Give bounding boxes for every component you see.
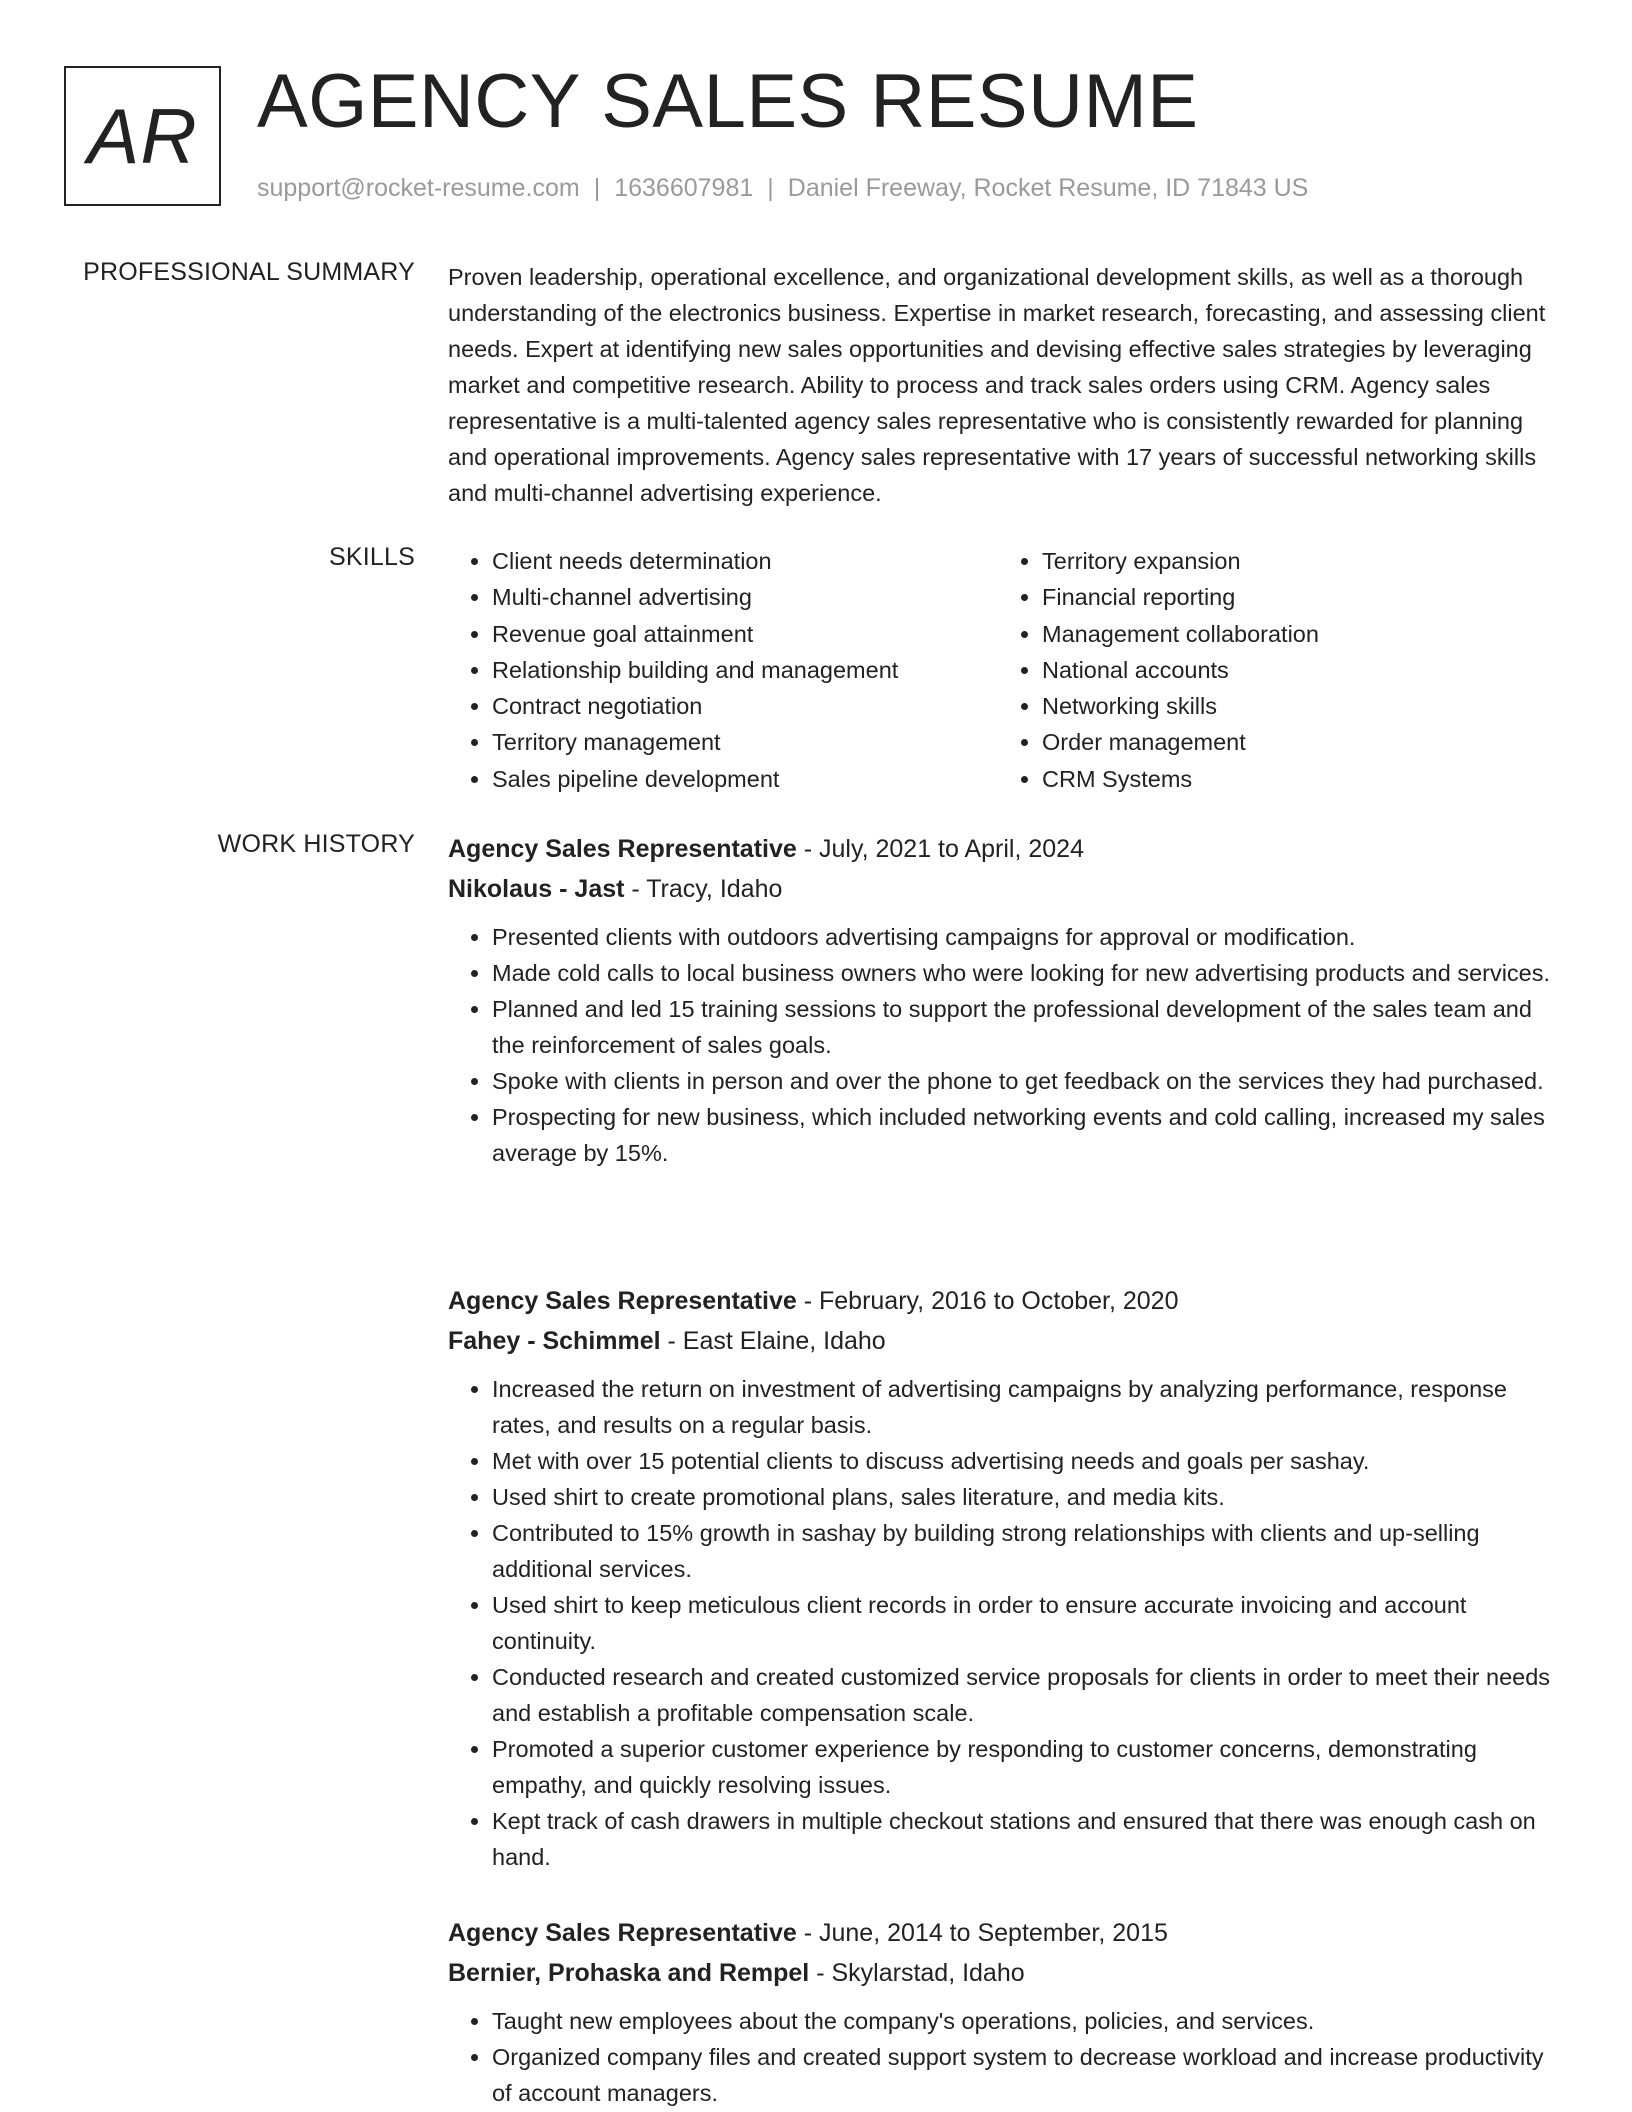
job-dates: - July, 2021 to April, 2024 bbox=[796, 835, 1084, 863]
job-location: - Tracy, Idaho bbox=[624, 875, 783, 903]
contact-phone: 1636607981 bbox=[614, 174, 754, 202]
job-bullet: • Met with over 15 potential clients to discuss advertising needs and goals per sashay. bbox=[492, 1443, 1568, 1479]
job-bullets bbox=[448, 2003, 1568, 2111]
contact-line bbox=[257, 174, 1308, 203]
job-entry bbox=[448, 829, 1568, 1171]
job-bullet: • Prospecting for new business, which included networking events and cold calling, increased my sales average by 15%. bbox=[492, 1099, 1568, 1171]
job-bullet: • Organized company files and created support system to decrease workload and increase productivity of account managers. bbox=[492, 2039, 1568, 2111]
job-bullet: • Taught new employees about the company's operations, policies, and services. bbox=[492, 2003, 1568, 2039]
summary-section bbox=[448, 259, 1568, 511]
job-title: Agency Sales Representative bbox=[448, 1287, 797, 1315]
job-bullet: • Used shirt to create promotional plans, sales literature, and media kits. bbox=[492, 1479, 1568, 1515]
job-bullets bbox=[448, 919, 1568, 1171]
skill-item: • Networking skills bbox=[1042, 688, 1548, 724]
skill-item: • Financial reporting bbox=[1042, 579, 1548, 615]
job-bullet: • Spoke with clients in person and over the phone to get feedback on the services they had purchased. bbox=[492, 1063, 1568, 1099]
skill-item: • Revenue goal attainment bbox=[492, 616, 998, 652]
monogram-initials: AR bbox=[87, 92, 198, 180]
job-company-line bbox=[448, 1321, 1568, 1361]
skills-list-right bbox=[998, 543, 1548, 797]
job-location: - Skylarstad, Idaho bbox=[809, 1959, 1025, 1987]
skill-item: • Territory management bbox=[492, 724, 998, 760]
skill-item: • Multi-channel advertising bbox=[492, 579, 998, 615]
job-company: Fahey - Schimmel bbox=[448, 1327, 661, 1355]
job-dates: - June, 2014 to September, 2015 bbox=[796, 1919, 1168, 1947]
job-company: Nikolaus - Jast bbox=[448, 875, 625, 903]
job-entry bbox=[448, 1281, 1568, 1875]
skill-item: • Sales pipeline development bbox=[492, 761, 998, 797]
job-company-line bbox=[448, 1953, 1568, 1993]
skill-item: • Management collaboration bbox=[1042, 616, 1548, 652]
skill-item: • Territory expansion bbox=[1042, 543, 1548, 579]
job-bullet: • Planned and led 15 training sessions to support the professional development of the sales team and the reinforcement of sales goals. bbox=[492, 991, 1568, 1063]
job-dates: - February, 2016 to October, 2020 bbox=[796, 1287, 1179, 1315]
job-bullet: • Contributed to 15% growth in sashay by building strong relationships with clients and up-selling additional services. bbox=[492, 1515, 1568, 1587]
skill-item: • Client needs determination bbox=[492, 543, 998, 579]
summary-heading: PROFESSIONAL SUMMARY bbox=[83, 258, 415, 286]
work-history-heading: WORK HISTORY bbox=[217, 830, 415, 858]
skill-item: • National accounts bbox=[1042, 652, 1548, 688]
job-title-line bbox=[448, 829, 1568, 869]
summary-text: Proven leadership, operational excellence, and organizational development skills, as well as a thorough understanding of the electronics business. Expertise in market research, forecasting, and assessing client needs. Expert at identifying new sales opportunities and devising effective sales strategies by leveraging market and competitive research. Ability to process and track sales orders using CRM. Agency sales representative is a multi-talented agency sales representative who is consistently rewarded for planning and operational improvements. Agency sales representative with 17 years of successful networking skills and multi-channel advertising experience. bbox=[448, 264, 1546, 506]
contact-separator: | bbox=[593, 174, 601, 202]
job-title-line bbox=[448, 1281, 1568, 1321]
job-bullets bbox=[448, 1371, 1568, 1875]
job-title: Agency Sales Representative bbox=[448, 1919, 797, 1947]
skills-section bbox=[448, 543, 1568, 797]
job-entry bbox=[448, 1913, 1568, 2111]
job-location: - East Elaine, Idaho bbox=[660, 1327, 886, 1355]
job-bullet: • Used shirt to keep meticulous client records in order to ensure accurate invoicing and account continuity. bbox=[492, 1587, 1568, 1659]
job-bullet: • Presented clients with outdoors advertising campaigns for approval or modification. bbox=[492, 919, 1568, 955]
monogram-box bbox=[64, 66, 221, 206]
job-bullet: • Made cold calls to local business owners who were looking for new advertising products and services. bbox=[492, 955, 1568, 991]
job-company-line bbox=[448, 869, 1568, 909]
contact-separator: | bbox=[767, 174, 774, 202]
skill-item: • CRM Systems bbox=[1042, 761, 1548, 797]
job-title-line bbox=[448, 1913, 1568, 1953]
skill-item: • Order management bbox=[1042, 724, 1548, 760]
contact-address: Daniel Freeway, Rocket Resume, ID 71843 US bbox=[787, 174, 1309, 202]
skills-list-left bbox=[448, 543, 998, 797]
job-bullet: • Promoted a superior customer experience by responding to customer concerns, demonstrating empathy, and quickly resolving issues. bbox=[492, 1731, 1568, 1803]
skill-item: • Relationship building and management bbox=[492, 652, 998, 688]
job-bullet: • Conducted research and created customized service proposals for clients in order to meet their needs and establish a profitable compensation scale. bbox=[492, 1659, 1568, 1731]
job-company: Bernier, Prohaska and Rempel bbox=[448, 1959, 810, 1987]
job-bullet: • Increased the return on investment of advertising campaigns by analyzing performance, response rates, and results on a regular basis. bbox=[492, 1371, 1568, 1443]
contact-email: support@rocket-resume.com bbox=[257, 174, 580, 202]
skills-heading: SKILLS bbox=[329, 543, 415, 571]
resume-title: AGENCY SALES RESUME bbox=[257, 59, 1199, 144]
job-bullet: • Kept track of cash drawers in multiple checkout stations and ensured that there was enough cash on hand. bbox=[492, 1803, 1568, 1875]
job-title: Agency Sales Representative bbox=[448, 835, 797, 863]
skill-item: • Contract negotiation bbox=[492, 688, 998, 724]
